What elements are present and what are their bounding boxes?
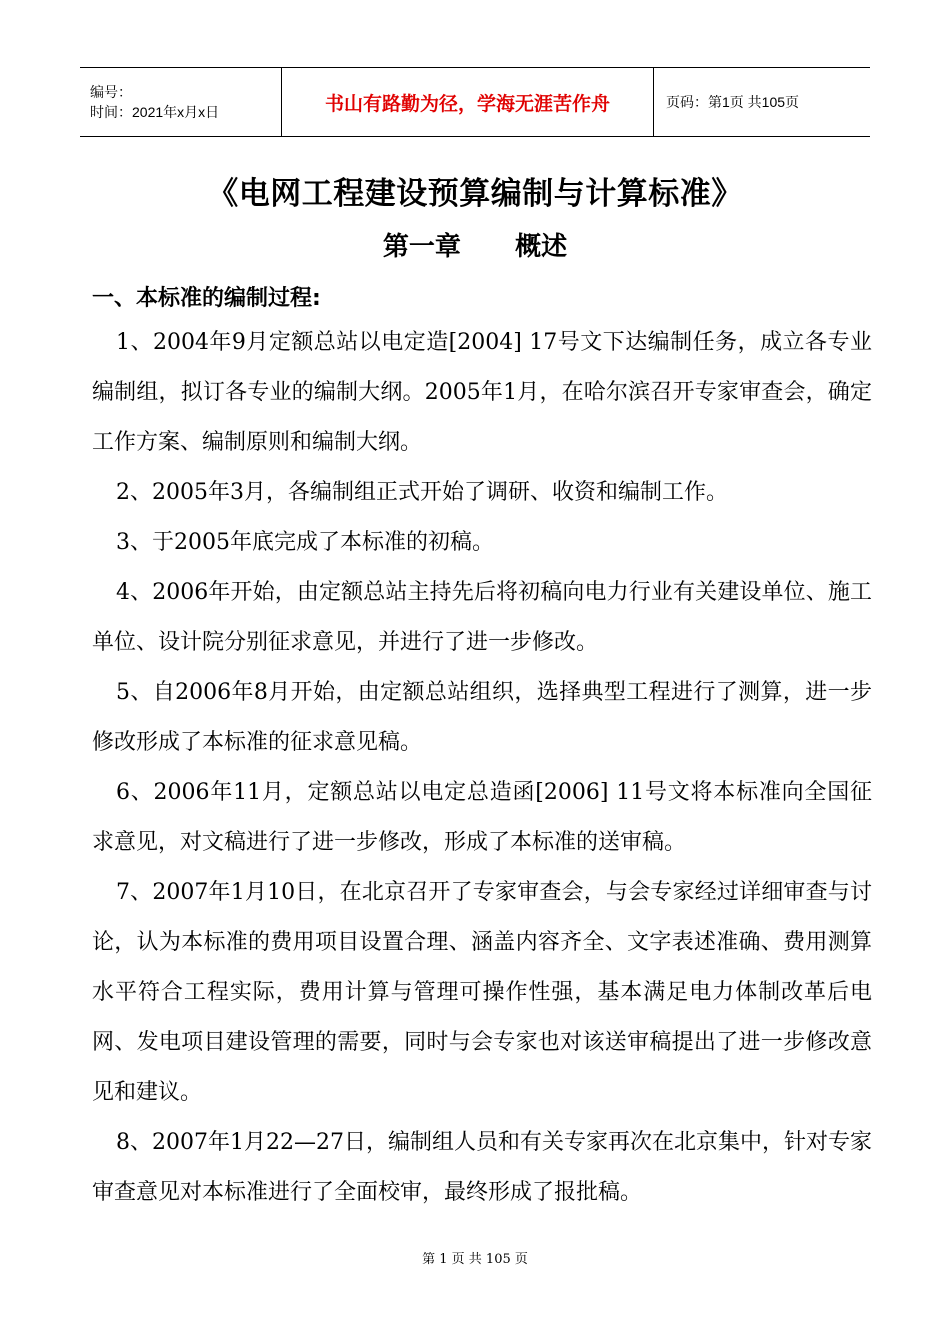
header-meta (80, 68, 282, 136)
chapter-heading: 第一章 概述 (382, 232, 568, 262)
paragraph-2: 2、2005年3月，各编制组正式开始了调研、收资和编制工作。 (116, 480, 728, 505)
number-label: 编号： (90, 84, 132, 100)
paragraph-1: 1、2004年9月定额总站以电定造[2004] 17号文下达编制任务，成立各专业编制组，拟订各专业的编制大纲。2005年1月，在哈尔滨召开专家审查会，确定工作方案、编制原则和编制大纲。 (92, 330, 872, 455)
paragraph-3: 3、于2005年底完成了本标准的初稿。 (116, 530, 494, 555)
header-page-info (654, 68, 870, 136)
time-label: 时间：2021年x月x日 (90, 104, 220, 120)
header-motto (282, 68, 654, 136)
paragraph-4: 4、2006年开始，由定额总站主持先后将初稿向电力行业有关建设单位、施工单位、设计院分别征求意见，并进行了进一步修改。 (92, 580, 872, 655)
body-text (92, 318, 872, 1218)
paragraph-7: 7、2007年1月10日，在北京召开了专家审查会，与会专家经过详细审查与讨论，认为本标准的费用项目设置合理、涵盖内容齐全、文字表述准确、费用测算水平符合工程实际，费用计算与管理可操作性强，基本满足电力体制改革后电网、发电项目建设管理的需要，同时与会专家也对该送审稿提出了进一步修改意见和建议。 (92, 880, 872, 1105)
section-heading: 一、本标准的编制过程: (92, 286, 321, 311)
motto-text: 书山有路勤为径，学海无涯苦作舟 (324, 92, 610, 115)
page-info-text: 页码：第1页 共105页 (666, 94, 800, 110)
document-title: 《电网工程建设预算编制与计算标准》 (207, 176, 743, 212)
paragraph-5: 5、自2006年8月开始，由定额总站组织，选择典型工程进行了测算，进一步修改形成了本标准的征求意见稿。 (92, 680, 872, 755)
paragraph-8: 8、2007年1月22—27日，编制组人员和有关专家再次在北京集中，针对专家审查意见对本标准进行了全面校审，最终形成了报批稿。 (92, 1130, 872, 1205)
paragraph-6: 6、2006年11月，定额总站以电定总造函[2006] 11号文将本标准向全国征求意见，对文稿进行了进一步修改，形成了本标准的送审稿。 (92, 780, 872, 855)
header-table (80, 67, 870, 137)
page-footer: 第 1 页 共 105 页 (422, 1252, 528, 1267)
